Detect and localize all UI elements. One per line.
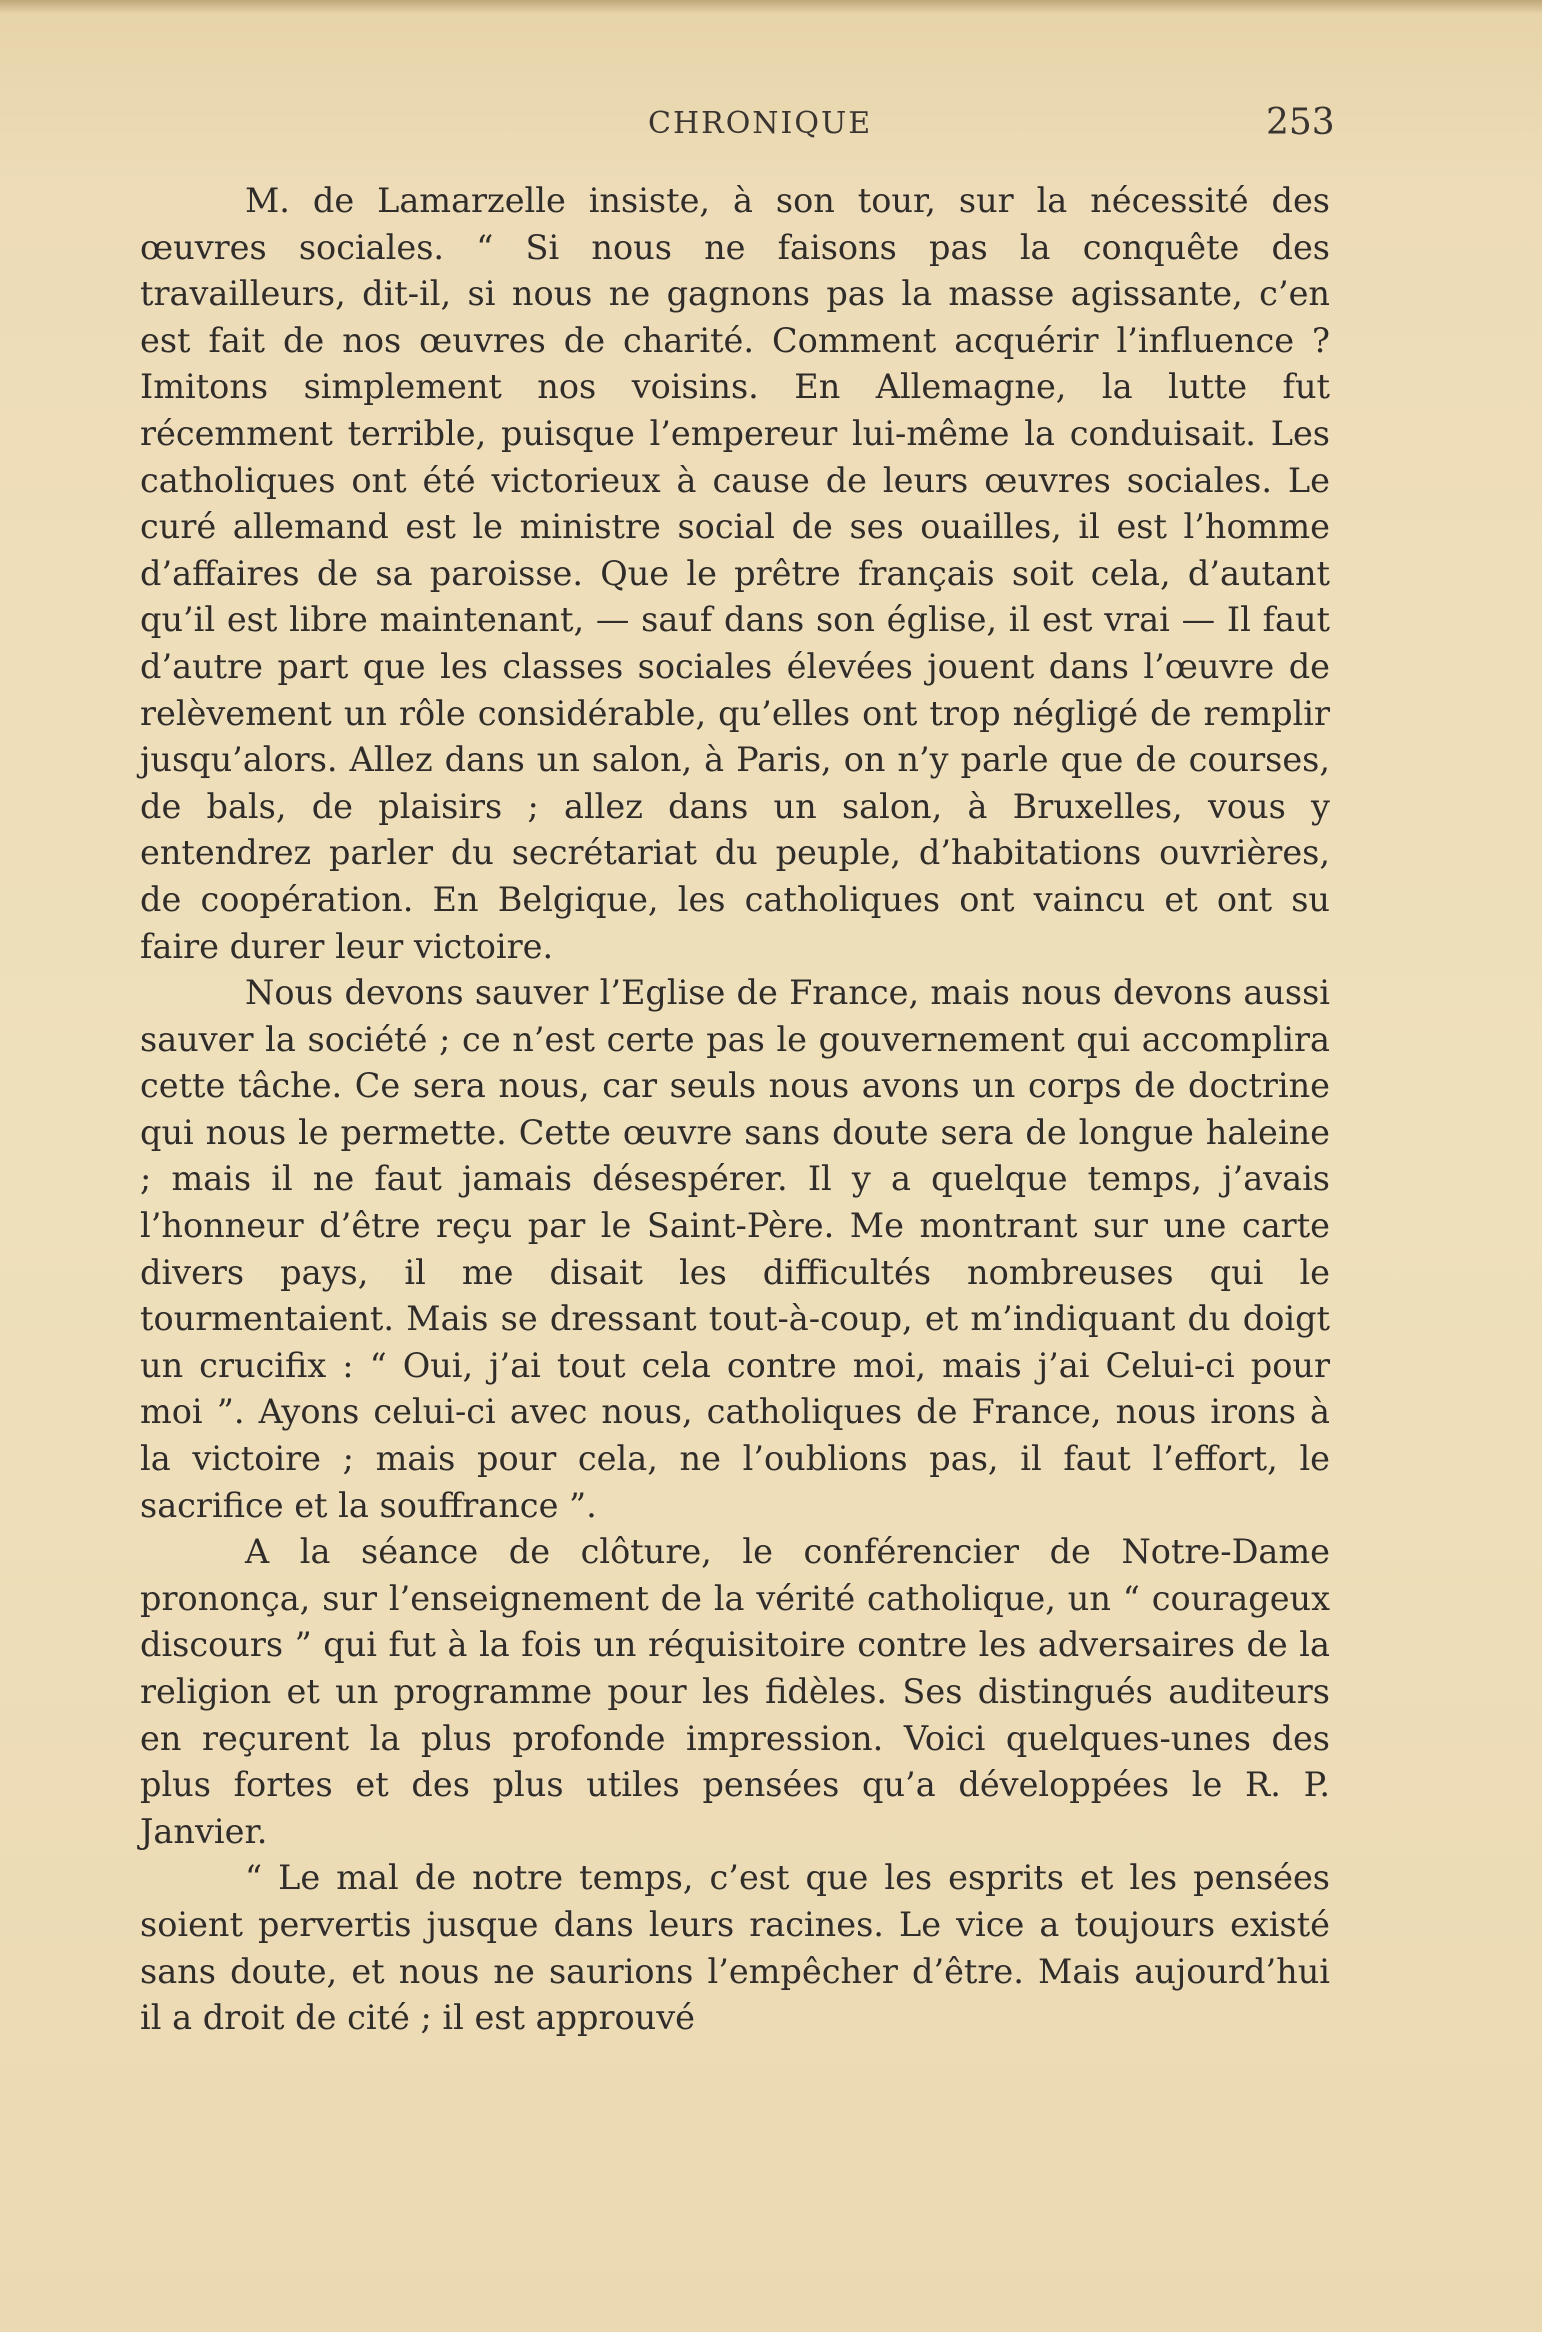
page-number: 253 — [1266, 102, 1335, 143]
page-top-edge — [0, 0, 1542, 14]
page-header — [0, 92, 1542, 152]
running-head: CHRONIQUE — [648, 106, 873, 141]
paragraph: M. de Lamarzelle insiste, à son tour, sur la nécessité des œuvres sociales. “ Si nous ne faisons pas la conquête des travailleurs, dit-il, si nous ne gagnons pas la masse agissante, c’en est fait de nos œuvres de charité. Comment acquérir l’influence ? Imitons simplement nos voisins. En Allemagne, la lutte fut récemment terrible, puisque l’empereur lui-même la conduisait. Les catholiques ont été victorieux à cause de leurs œuvres sociales. Le curé allemand est le ministre social de ses ouailles, il est l’homme d’affaires de sa paroisse. Que le prêtre français soit cela, d’autant qu’il est libre maintenant, — sauf dans son église, il est vrai — Il faut d’autre part que les classes sociales élevées jouent dans l’œuvre de relèvement un rôle considérable, qu’elles ont trop négligé de remplir jusqu’alors. Allez dans un salon, à Paris, on n’y parle que de courses, de bals, de plaisirs ; allez dans un salon, à Bruxelles, vous y entendrez parler du secrétariat du peuple, d’habitations ouvrières, de coopération. En Belgique, les catholiques ont vaincu et ont su faire durer leur victoire. — [140, 181, 1330, 966]
paragraph: A la séance de clôture, le conférencier de Notre-Dame prononça, sur l’enseignement de la vérité catholique, un “ courageux discours ” qui fut à la fois un réquisitoire contre les adversaires de la religion et un programme pour les fidèles. Ses distingués auditeurs en reçurent la plus profonde impression. Voici quelques-unes des plus fortes et des plus utiles pensées qu’a développées le R. P. Janvier. — [140, 1532, 1330, 1851]
paragraph: Nous devons sauver l’Eglise de France, mais nous devons aussi sauver la société ; ce n’est certe pas le gouvernement qui accomplira cette tâche. Ce sera nous, car seuls nous avons un corps de doctrine qui nous le permette. Cette œuvre sans doute sera de longue haleine ; mais il ne faut jamais désespérer. Il y a quelque temps, j’avais l’honneur d’être reçu par le Saint-Père. Me montrant sur une carte divers pays, il me disait les difficultés nombreuses qui le tourmentaient. Mais se dressant tout-à-coup, et m’indiquant du doigt un crucifix : “ Oui, j’ai tout cela contre moi, mais j’ai Celui-ci pour moi ”. Ayons celui-ci avec nous, catholiques de France, nous irons à la victoire ; mais pour cela, ne l’oublions pas, il faut l’effort, le sacrifice et la souffrance ”. — [140, 973, 1330, 1525]
paragraph: “ Le mal de notre temps, c’est que les esprits et les pensées soient pervertis jusque dans leurs racines. Le vice a toujours existé sans doute, et nous ne saurions l’empêcher d’être. Mais aujourd’hui il a droit de cité ; il est approuvé — [140, 1858, 1330, 2038]
body-text — [140, 178, 1330, 2042]
